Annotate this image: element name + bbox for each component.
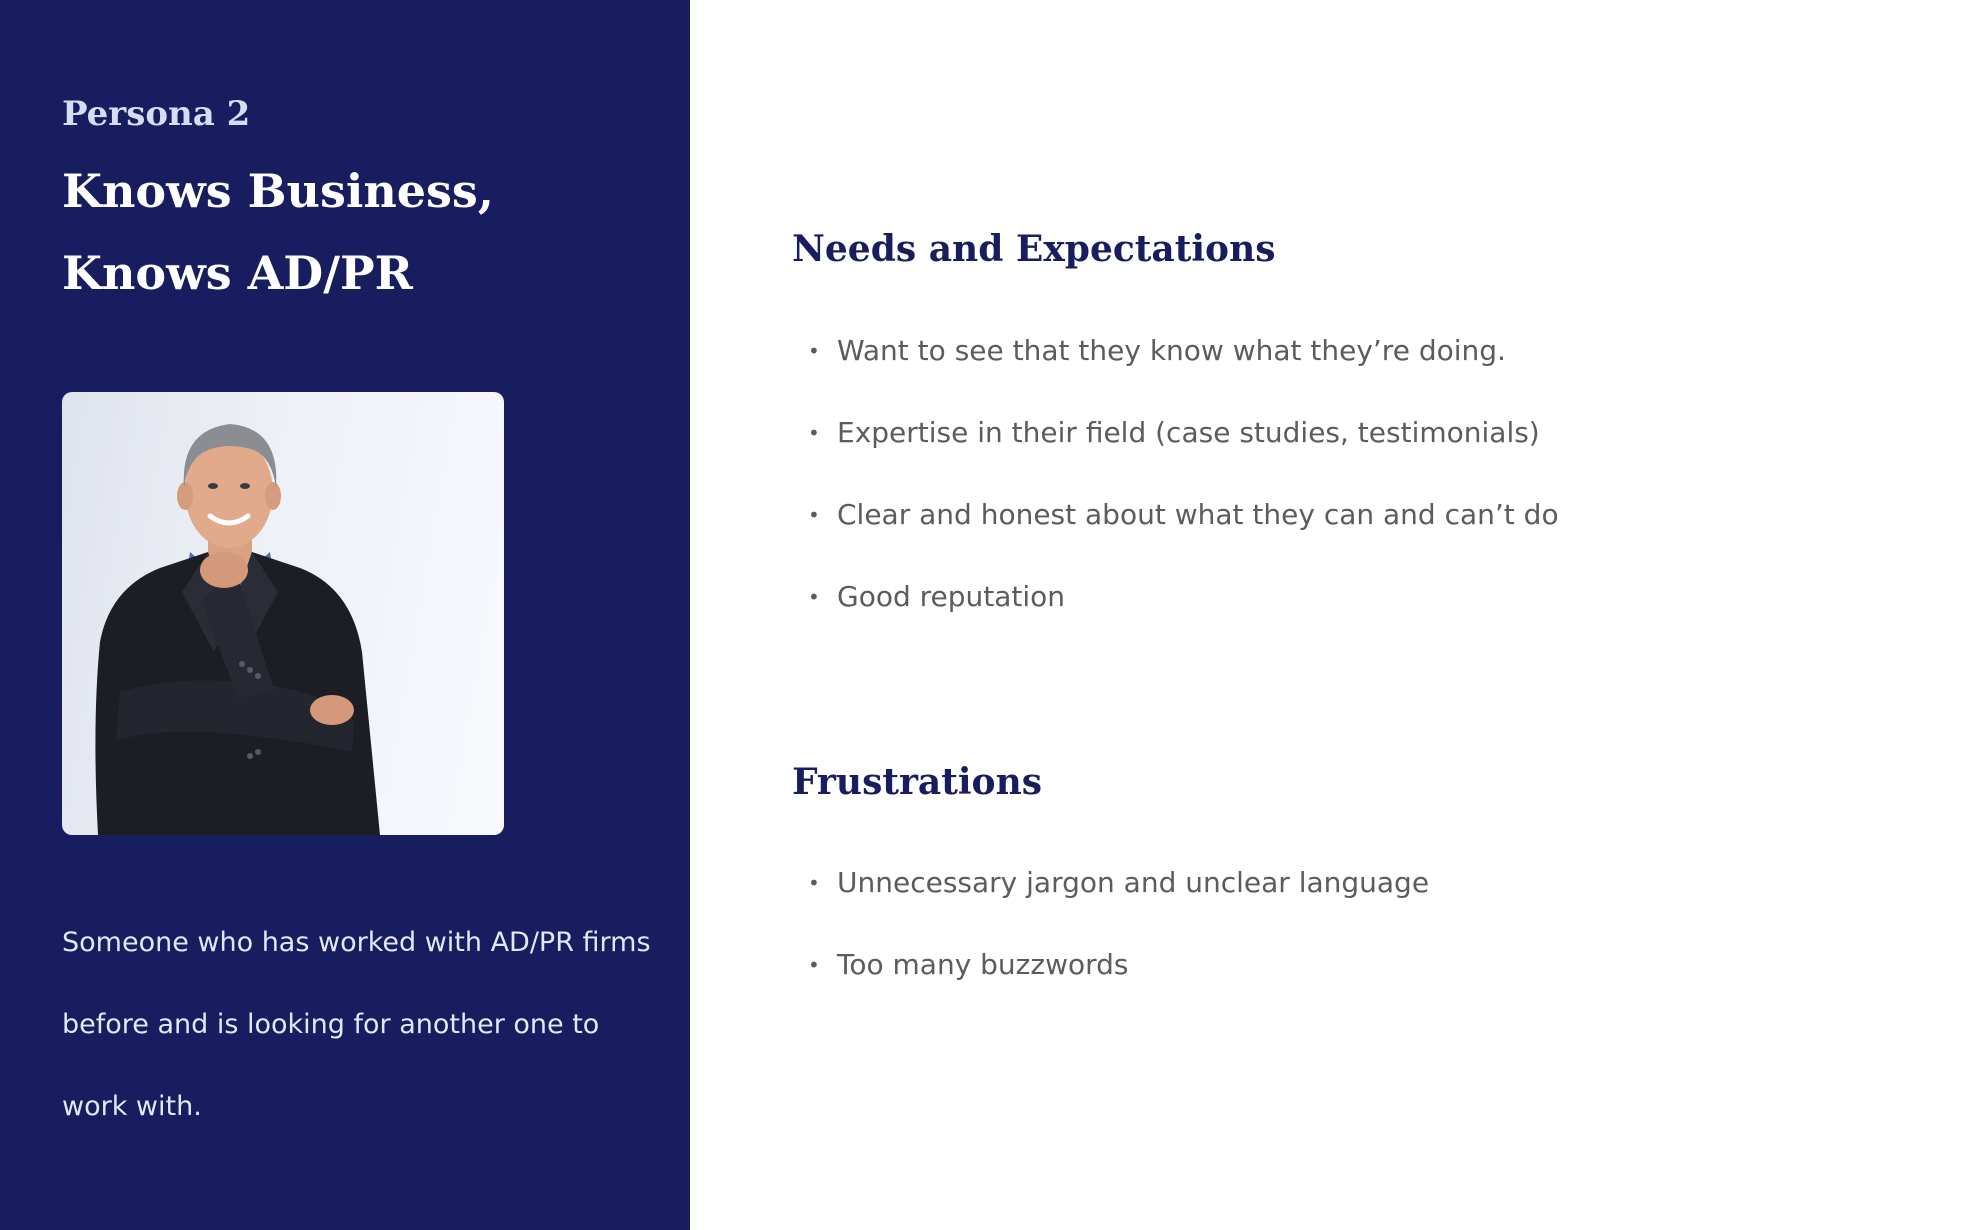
needs-list [808, 318, 1559, 646]
persona-panel [0, 0, 690, 1230]
frustrations-heading: Frustrations [792, 761, 1043, 803]
persona-label: Persona 2 [62, 94, 251, 134]
persona-title-line-2: Knows AD/PR [62, 246, 413, 300]
frustrations-item: • Too many buzzwords [808, 932, 1429, 1014]
persona-title [62, 150, 494, 314]
frustrations-item: • Unnecessary jargon and unclear language [808, 850, 1429, 932]
persona-description: Someone who has worked with AD/PR firms before and is looking for another one to work with. [62, 927, 651, 1122]
needs-heading: Needs and Expectations [792, 228, 1276, 270]
needs-item: • Want to see that they know what they’re doing. [808, 318, 1559, 400]
persona-photo [62, 392, 504, 835]
needs-item: • Clear and honest about what they can and can’t do [808, 482, 1559, 564]
needs-item: • Good reputation [808, 564, 1559, 646]
businessman-photo-illustration [62, 392, 504, 835]
persona-title-line-1: Knows Business, [62, 164, 494, 218]
needs-item: • Expertise in their field (case studies, testimonials) [808, 400, 1559, 482]
frustrations-list [808, 850, 1429, 1014]
